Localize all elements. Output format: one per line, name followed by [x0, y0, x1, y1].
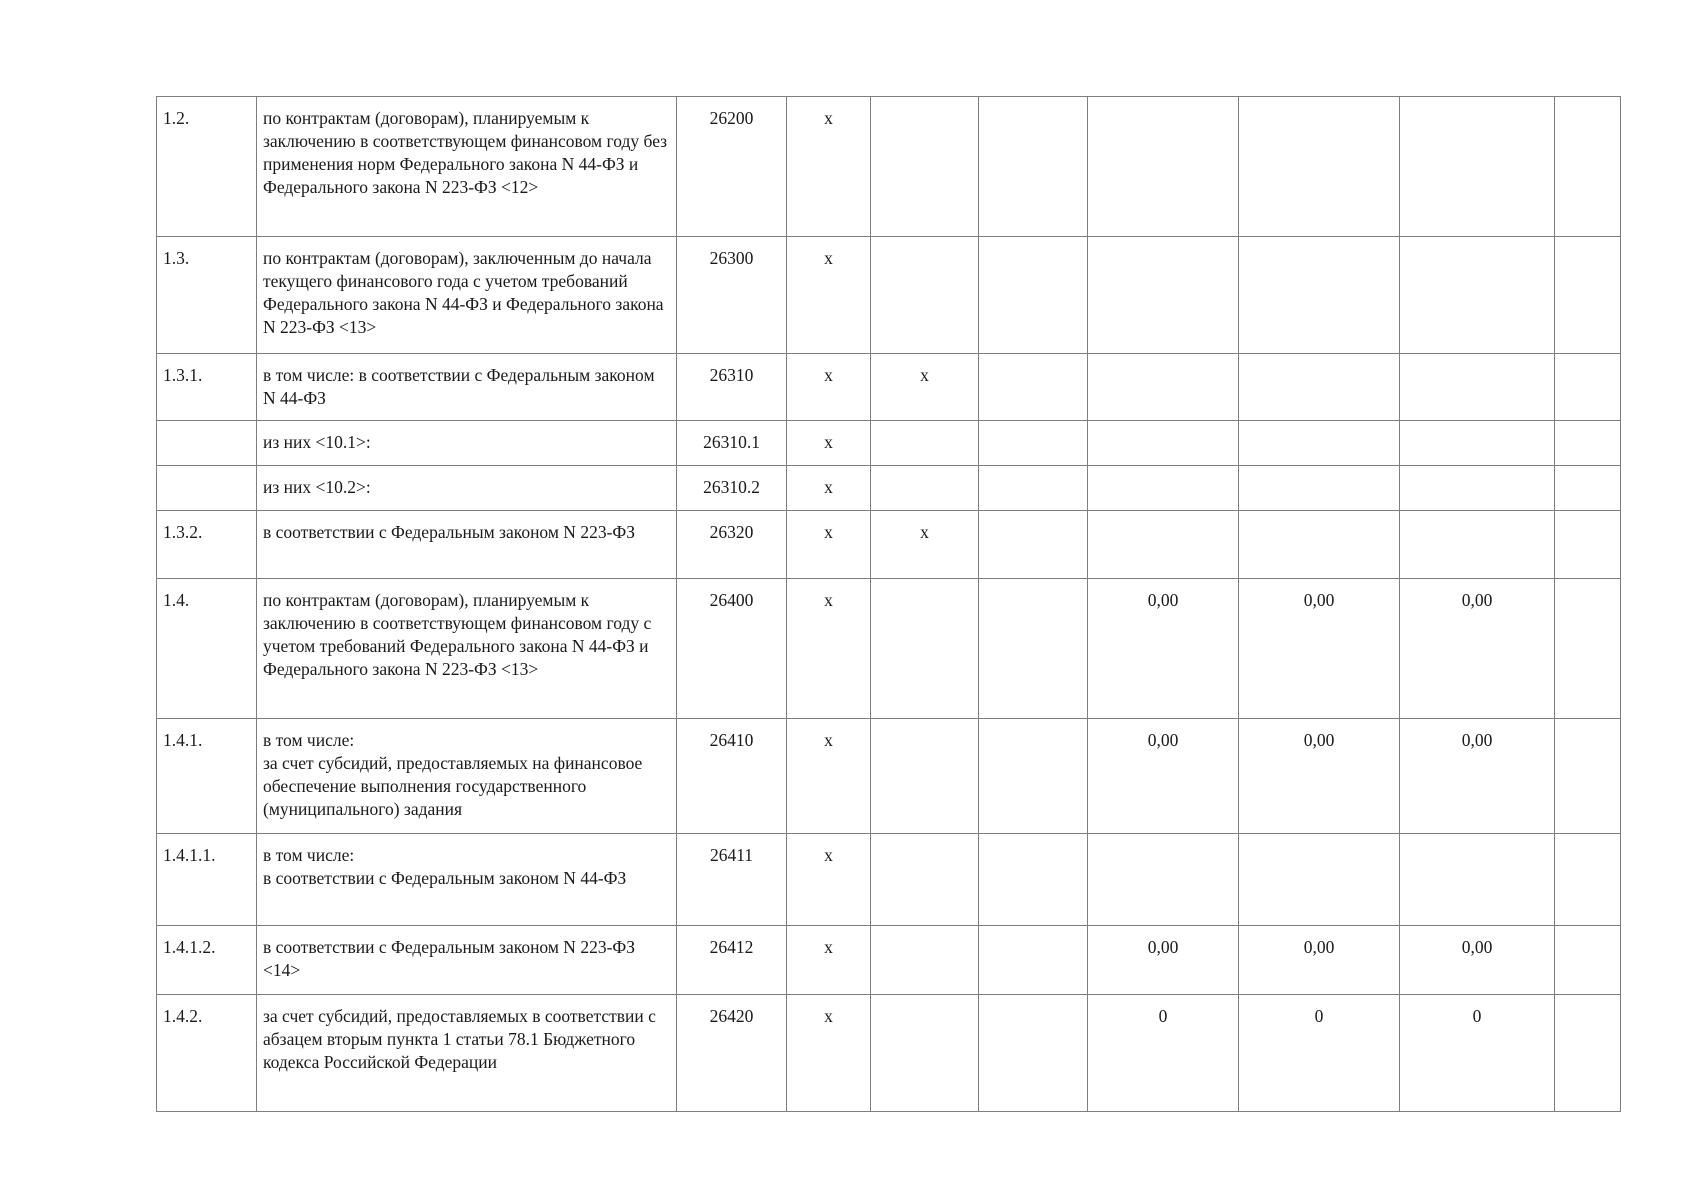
- row-description: [257, 995, 677, 1112]
- cell-col4-text: x: [824, 590, 833, 610]
- table-row: [157, 926, 1621, 995]
- row-number-text: 1.3.: [163, 248, 190, 268]
- cell-col8: [1239, 719, 1400, 834]
- cell-col9-text: 0,00: [1461, 730, 1493, 750]
- cell-col9: [1400, 719, 1555, 834]
- cell-col5: [871, 511, 979, 579]
- row-number: [157, 97, 257, 237]
- cell-col7: [1088, 421, 1239, 466]
- row-code: [677, 719, 787, 834]
- cell-col4: [787, 421, 871, 466]
- cell-col5: [871, 926, 979, 995]
- cell-col9: [1400, 354, 1555, 421]
- table-row: [157, 466, 1621, 511]
- cell-col7-text: 0: [1158, 1006, 1168, 1026]
- cell-col9: [1400, 421, 1555, 466]
- row-code-text: 26310.1: [703, 432, 760, 452]
- row-number: [157, 354, 257, 421]
- row-number-text: 1.2.: [163, 108, 190, 128]
- row-code: [677, 926, 787, 995]
- row-code-text: 26310.2: [703, 477, 760, 497]
- row-description: [257, 421, 677, 466]
- cell-col9-text: 0,00: [1461, 937, 1493, 957]
- cell-col10: [1555, 354, 1621, 421]
- cell-col8: [1239, 97, 1400, 237]
- row-number: [157, 579, 257, 719]
- cell-col5: [871, 97, 979, 237]
- row-description-text: в соответствии с Федеральным законом N 223-ФЗ <14>: [263, 937, 635, 980]
- cell-col5: [871, 421, 979, 466]
- row-code: [677, 511, 787, 579]
- cell-col10: [1555, 579, 1621, 719]
- row-description-text: в том числе: в соответствии с Федеральным законом N 44-ФЗ: [263, 365, 655, 408]
- row-description-text: по контрактам (договорам), планируемым к заключению в соответствующем финансовом году без применения норм Федерального закона N 44-ФЗ и Федерального закона N 223-ФЗ <12>: [263, 108, 668, 197]
- cell-col4: [787, 719, 871, 834]
- cell-col10: [1555, 421, 1621, 466]
- cell-col5: [871, 237, 979, 354]
- row-code: [677, 354, 787, 421]
- cell-col8: [1239, 354, 1400, 421]
- cell-col7-text: 0,00: [1147, 730, 1179, 750]
- row-code: [677, 237, 787, 354]
- cell-col4-text: x: [824, 1006, 833, 1026]
- table-row: [157, 97, 1621, 237]
- cell-col9: [1400, 995, 1555, 1112]
- cell-col6: [979, 834, 1088, 926]
- cell-col5: [871, 579, 979, 719]
- cell-col4: [787, 97, 871, 237]
- cell-col4-text: x: [824, 845, 833, 865]
- cell-col5: [871, 466, 979, 511]
- row-number: [157, 511, 257, 579]
- row-description: [257, 237, 677, 354]
- cell-col4: [787, 354, 871, 421]
- cell-col6: [979, 97, 1088, 237]
- cell-col8: [1239, 579, 1400, 719]
- cell-col6: [979, 995, 1088, 1112]
- cell-col9: [1400, 97, 1555, 237]
- row-code-text: 26400: [709, 590, 754, 610]
- cell-col7-text: 0,00: [1147, 590, 1179, 610]
- row-number: [157, 926, 257, 995]
- cell-col10: [1555, 237, 1621, 354]
- cell-col10: [1555, 995, 1621, 1112]
- cell-col10: [1555, 834, 1621, 926]
- cell-col4-text: x: [824, 730, 833, 750]
- cell-col4: [787, 466, 871, 511]
- cell-col7: [1088, 995, 1239, 1112]
- cell-col5: [871, 995, 979, 1112]
- cell-col8-text: 0,00: [1303, 590, 1335, 610]
- cell-col6: [979, 926, 1088, 995]
- row-number-text: 1.4.1.: [163, 730, 203, 750]
- cell-col8: [1239, 466, 1400, 511]
- cell-col6: [979, 719, 1088, 834]
- cell-col4: [787, 995, 871, 1112]
- cell-col6: [979, 354, 1088, 421]
- cell-col4-text: x: [824, 477, 833, 497]
- row-number-text: 1.4.1.2.: [163, 937, 216, 957]
- row-code: [677, 834, 787, 926]
- row-number: [157, 834, 257, 926]
- row-description: [257, 97, 677, 237]
- row-description: [257, 511, 677, 579]
- cell-col9-text: 0,00: [1461, 590, 1493, 610]
- cell-col8-text: 0: [1314, 1006, 1324, 1026]
- row-number-text: 1.4.2.: [163, 1006, 203, 1026]
- cell-col4: [787, 237, 871, 354]
- table-row: [157, 719, 1621, 834]
- cell-col8-text: 0,00: [1303, 730, 1335, 750]
- row-number-text: 1.3.1.: [163, 365, 203, 385]
- row-description: [257, 834, 677, 926]
- table-row: [157, 995, 1621, 1112]
- row-description-text: из них <10.1>:: [263, 432, 371, 452]
- cell-col10: [1555, 511, 1621, 579]
- cell-col10: [1555, 719, 1621, 834]
- cell-col10: [1555, 926, 1621, 995]
- row-code-text: 26411: [709, 845, 754, 865]
- table-row: [157, 834, 1621, 926]
- cell-col8: [1239, 995, 1400, 1112]
- row-description: [257, 354, 677, 421]
- table-row: [157, 237, 1621, 354]
- cell-col6: [979, 511, 1088, 579]
- cell-col7: [1088, 719, 1239, 834]
- row-code-text: 26412: [709, 937, 754, 957]
- cell-col10: [1555, 466, 1621, 511]
- cell-col4: [787, 926, 871, 995]
- cell-col8: [1239, 421, 1400, 466]
- cell-col4-text: x: [824, 248, 833, 268]
- cell-col4: [787, 511, 871, 579]
- cell-col4-text: x: [824, 937, 833, 957]
- row-code-text: 26200: [709, 108, 754, 128]
- row-code: [677, 995, 787, 1112]
- cell-col9: [1400, 579, 1555, 719]
- cell-col8: [1239, 926, 1400, 995]
- cell-col9: [1400, 466, 1555, 511]
- cell-col7: [1088, 97, 1239, 237]
- row-number-text: 1.4.1.1.: [163, 845, 216, 865]
- row-code-text: 26320: [709, 522, 754, 542]
- row-description-text: в том числе: в соответствии с Федеральным законом N 44-ФЗ: [263, 845, 627, 888]
- row-number: [157, 719, 257, 834]
- cell-col4-text: x: [824, 108, 833, 128]
- table-row: [157, 511, 1621, 579]
- cell-col7: [1088, 354, 1239, 421]
- cell-col8-text: 0,00: [1303, 937, 1335, 957]
- cell-col7: [1088, 511, 1239, 579]
- cell-col7: [1088, 237, 1239, 354]
- row-description-text: по контрактам (договорам), заключенным до начала текущего финансового года с учетом требований Федерального закона N 44-ФЗ и Федерального закона N 223-ФЗ <13>: [263, 248, 664, 337]
- row-code-text: 26300: [709, 248, 754, 268]
- table-row: [157, 579, 1621, 719]
- row-number: [157, 995, 257, 1112]
- cell-col4-text: x: [824, 522, 833, 542]
- cell-col5: [871, 719, 979, 834]
- row-code: [677, 466, 787, 511]
- cell-col5-text: x: [920, 522, 929, 542]
- row-description: [257, 719, 677, 834]
- cell-col5: [871, 354, 979, 421]
- cell-col5-text: x: [920, 365, 929, 385]
- plan-table: [156, 96, 1621, 1112]
- cell-col7: [1088, 926, 1239, 995]
- cell-col9: [1400, 237, 1555, 354]
- cell-col6: [979, 237, 1088, 354]
- cell-col10: [1555, 97, 1621, 237]
- row-number-text: 1.3.2.: [163, 522, 203, 542]
- cell-col9: [1400, 926, 1555, 995]
- cell-col4: [787, 579, 871, 719]
- table-row: [157, 421, 1621, 466]
- row-description-text: за счет субсидий, предоставляемых в соответствии с абзацем вторым пункта 1 статьи 78.1 Бюджетного кодекса Российской Федерации: [263, 1006, 656, 1072]
- row-number: [157, 466, 257, 511]
- cell-col8: [1239, 834, 1400, 926]
- row-description: [257, 579, 677, 719]
- cell-col5: [871, 834, 979, 926]
- cell-col4-text: x: [824, 365, 833, 385]
- cell-col9-text: 0: [1472, 1006, 1482, 1026]
- row-number: [157, 421, 257, 466]
- cell-col9: [1400, 834, 1555, 926]
- row-description-text: в том числе: за счет субсидий, предоставляемых на финансовое обеспечение выполнения государственного (муниципального) задания: [263, 730, 643, 819]
- row-code-text: 26420: [709, 1006, 754, 1026]
- cell-col7: [1088, 834, 1239, 926]
- cell-col8: [1239, 237, 1400, 354]
- cell-col6: [979, 421, 1088, 466]
- cell-col4: [787, 834, 871, 926]
- row-code: [677, 579, 787, 719]
- cell-col9: [1400, 511, 1555, 579]
- cell-col6: [979, 466, 1088, 511]
- cell-col8: [1239, 511, 1400, 579]
- cell-col6: [979, 579, 1088, 719]
- table-row: [157, 354, 1621, 421]
- row-description-text: по контрактам (договорам), планируемым к заключению в соответствующем финансовом году с учетом требований Федерального закона N 44-ФЗ и Федерального закона N 223-ФЗ <13>: [263, 590, 652, 679]
- cell-col4-text: x: [824, 432, 833, 452]
- row-description: [257, 466, 677, 511]
- row-number: [157, 237, 257, 354]
- cell-col7: [1088, 579, 1239, 719]
- cell-col7-text: 0,00: [1147, 937, 1179, 957]
- cell-col7: [1088, 466, 1239, 511]
- row-code-text: 26310: [709, 365, 754, 385]
- row-number-text: 1.4.: [163, 590, 190, 610]
- row-description: [257, 926, 677, 995]
- row-description-text: из них <10.2>:: [263, 477, 371, 497]
- row-code: [677, 97, 787, 237]
- row-code: [677, 421, 787, 466]
- row-description-text: в соответствии с Федеральным законом N 223-ФЗ: [263, 522, 635, 542]
- row-code-text: 26410: [709, 730, 754, 750]
